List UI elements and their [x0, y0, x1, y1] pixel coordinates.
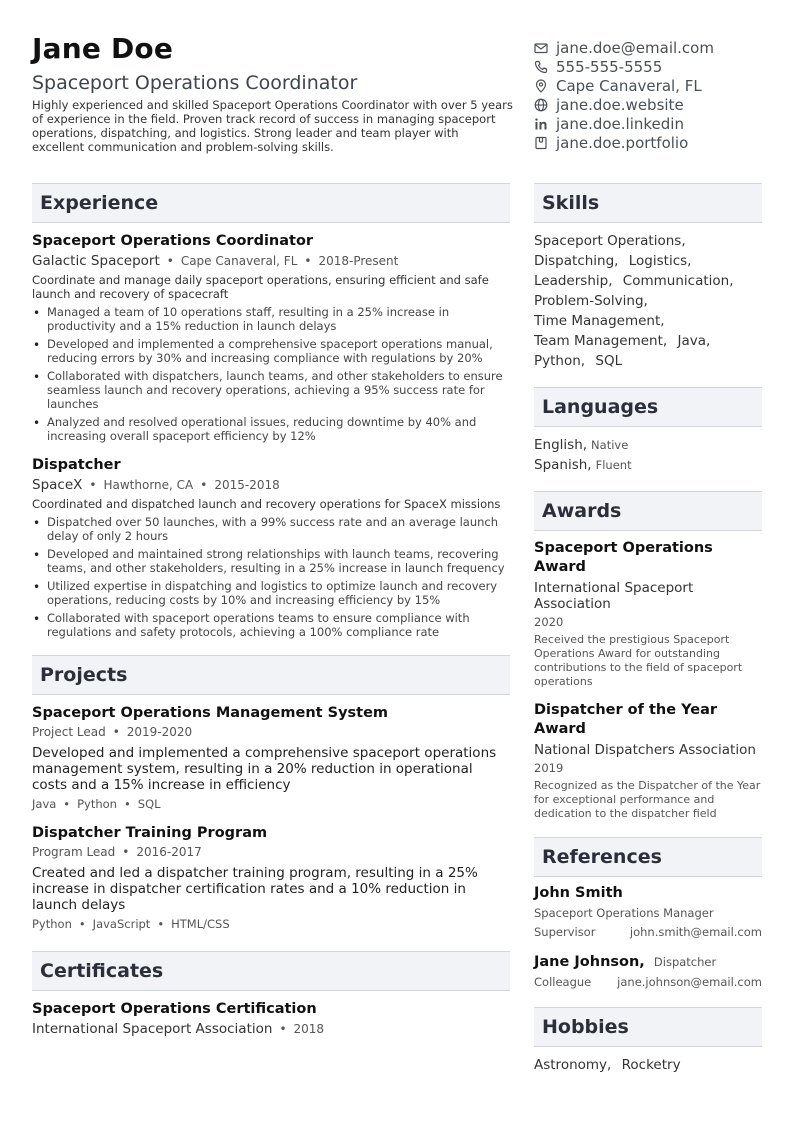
language-item: [534, 435, 762, 455]
project-entry: [32, 705, 510, 811]
job-title: Dispatcher: [32, 457, 121, 473]
job-bullet: • Dispatched over 50 launches, with a 99% success rate and an average launch delay of only 2 hours: [32, 515, 510, 543]
project-description: Created and led a dispatcher training program, resulting in a 25% increase in dispatcher certification rates and a 10% reduction in launch delays: [32, 865, 478, 913]
award-description: Received the prestigious Spaceport Operations Award for outstanding contributions to the field of spaceport operations: [534, 633, 743, 688]
project-meta: Project Lead • 2019-2020: [32, 725, 193, 739]
skill-item: Team Management,: [534, 333, 668, 349]
job-location: Hawthorne, CA: [103, 478, 194, 492]
job-dates: 2018-Present: [318, 254, 399, 268]
contact-portfolio-text[interactable]: jane.doe.portfolio: [556, 133, 689, 152]
project-title: Spaceport Operations Management System: [32, 705, 389, 721]
project-title: Dispatcher Training Program: [32, 825, 268, 841]
skill-item: Communication,: [622, 273, 734, 289]
award-year: 2020: [534, 615, 564, 629]
reference-position: Dispatcher: [653, 955, 717, 969]
project-role: Project Lead: [32, 725, 106, 739]
contact-location: [534, 76, 784, 95]
contact-location-text: Cape Canaveral, FL: [556, 76, 702, 95]
contact-linkedin-text[interactable]: jane.doe.linkedin: [556, 114, 684, 133]
award-year: 2019: [534, 761, 564, 775]
awards-heading: Awards: [534, 491, 762, 531]
project-description: Developed and implemented a comprehensive spaceport operations management system, resulting in a 20% reduction in operational costs and a 15% increase in efficiency: [32, 745, 497, 793]
skill-item: Time Management,: [534, 313, 665, 329]
languages-heading: Languages: [534, 387, 762, 427]
languages-list: [534, 435, 762, 475]
experience-entry: [32, 457, 510, 639]
job-bullets: [32, 515, 510, 639]
hobbies-list: [534, 1055, 762, 1075]
left-column: [32, 183, 510, 1037]
contact-email-text[interactable]: jane.doe@email.com: [556, 38, 714, 57]
right-column: [534, 183, 762, 1075]
job-company: Galactic Spaceport: [32, 253, 160, 269]
project-tag: JavaScript: [92, 917, 151, 931]
reference-name: Jane Johnson,: [534, 954, 645, 970]
contact-portfolio[interactable]: [534, 133, 784, 152]
project-tags: Java • Python • SQL: [32, 797, 161, 811]
job-description: Coordinate and manage daily spaceport operations, ensuring efficient and safe launch and recovery of spacecraft: [32, 273, 489, 301]
job-location: Cape Canaveral, FL: [180, 254, 298, 268]
project-tag: Java: [32, 797, 57, 811]
hobbies-heading: Hobbies: [534, 1007, 762, 1047]
language-level: Fluent: [595, 458, 632, 472]
reference-name: John Smith: [534, 885, 623, 901]
candidate-name: Jane Doe: [32, 32, 174, 65]
hobby-item: Rocketry: [621, 1057, 681, 1073]
skill-item: Dispatching,: [534, 253, 619, 269]
award-title: Spaceport Operations Award: [534, 540, 713, 575]
project-tag: HTML/CSS: [171, 917, 230, 931]
phone-icon: [534, 60, 548, 74]
project-tag: SQL: [137, 797, 161, 811]
certificate-title: Spaceport Operations Certification: [32, 1001, 317, 1017]
skill-item: Leadership,: [534, 273, 613, 289]
language-item: [534, 455, 762, 475]
contact-website-text[interactable]: jane.doe.website: [556, 95, 684, 114]
award-description: Recognized as the Dispatcher of the Year for exceptional performance and dedication to the dispatcher field: [534, 779, 761, 820]
contact-email[interactable]: [534, 38, 784, 57]
summary: Highly experienced and skilled Spaceport Operations Coordinator with over 5 years of experience in the field. Proven track record of success in managing spaceport operations, dispatching, and logistics. Strong leader and team player with excellent communication and problem-solving skills.: [32, 98, 513, 154]
project-tag: Python: [77, 797, 117, 811]
reference-email[interactable]: jane.johnson@email.com: [617, 975, 762, 989]
project-tag: Python: [32, 917, 72, 931]
award-title: Dispatcher of the Year Award: [534, 702, 718, 737]
job-bullet: • Managed a team of 10 operations staff, resulting in a 25% increase in productivity and a 15% reduction in launch delays: [32, 305, 510, 333]
email-icon: [534, 41, 548, 55]
job-bullets: [32, 305, 510, 443]
job-bullet: • Developed and implemented a comprehensive spaceport operations manual, reducing errors by 30% and increasing compliance with regulations by 20%: [32, 337, 510, 365]
certificate-issuer: International Spaceport Association: [32, 1021, 273, 1037]
reference-entry: [534, 885, 762, 939]
job-dates: 2015-2018: [214, 478, 280, 492]
linkedin-icon: [534, 117, 548, 131]
reference-position: Spaceport Operations Manager: [534, 906, 714, 920]
contact-website[interactable]: [534, 95, 784, 114]
job-meta: SpaceX • Hawthorne, CA • 2015-2018: [32, 477, 280, 493]
projects-heading: Projects: [32, 655, 510, 695]
job-bullet: • Collaborated with dispatchers, launch teams, and other stakeholders to ensure seamless launch and recovery operations, achieving a 95% success rate for launches: [32, 369, 510, 411]
skill-item: Python,: [534, 353, 586, 369]
project-meta: Program Lead • 2016-2017: [32, 845, 202, 859]
contact-phone[interactable]: [534, 57, 784, 76]
reference-details: [534, 925, 762, 939]
language-level: Native: [591, 438, 629, 452]
skill-item: Spaceport Operations,: [534, 233, 686, 249]
certificate-meta: International Spaceport Association • 2018: [32, 1021, 325, 1037]
contact-list: [534, 38, 784, 152]
contact-linkedin[interactable]: [534, 114, 784, 133]
reference-relation: Colleague: [534, 975, 592, 989]
job-title: Spaceport Operations Coordinator: [32, 233, 314, 249]
certificate-year: 2018: [293, 1022, 325, 1036]
hobby-item: Astronomy,: [534, 1057, 612, 1073]
certificate-entry: [32, 1001, 510, 1037]
certificates-heading: Certificates: [32, 951, 510, 991]
reference-entry: [534, 951, 762, 989]
job-bullet: • Utilized expertise in dispatching and logistics to optimize launch and recovery operations, reducing costs by 10% and increasing efficiency by 15%: [32, 579, 510, 607]
contact-phone-text[interactable]: 555-555-5555: [556, 57, 663, 76]
job-company: SpaceX: [32, 477, 83, 493]
award-entry: [534, 539, 762, 689]
portfolio-icon: [534, 136, 548, 150]
skill-item: SQL: [595, 353, 623, 369]
reference-relation: Supervisor: [534, 925, 596, 939]
experience-entry: [32, 233, 510, 443]
award-entry: [534, 701, 762, 821]
project-role: Program Lead: [32, 845, 116, 859]
language-name: English,: [534, 437, 588, 453]
language-name: Spanish,: [534, 457, 592, 473]
project-dates: 2016-2017: [136, 845, 202, 859]
reference-email[interactable]: john.smith@email.com: [629, 925, 762, 939]
candidate-title: Spaceport Operations Coordinator: [32, 72, 358, 94]
award-org: National Dispatchers Association: [534, 742, 756, 758]
job-bullet: • Developed and maintained strong relationships with launch teams, recovering teams, and other stakeholders, resulting in a 25% increase in launch frequency: [32, 547, 510, 575]
job-meta: Galactic Spaceport • Cape Canaveral, FL • 2018-Present: [32, 253, 399, 269]
project-tags: Python • JavaScript • HTML/CSS: [32, 917, 230, 931]
job-bullet: • Analyzed and resolved operational issues, reducing downtime by 40% and increasing overall spaceport efficiency by 12%: [32, 415, 510, 443]
project-dates: 2019-2020: [126, 725, 193, 739]
skill-item: Java,: [677, 333, 711, 349]
reference-header: [534, 951, 762, 970]
award-org: International Spaceport Association: [534, 580, 694, 612]
globe-icon: [534, 98, 548, 112]
location-icon: [534, 79, 548, 93]
experience-heading: Experience: [32, 183, 510, 223]
skill-item: Logistics,: [628, 253, 692, 269]
skill-item: Problem-Solving,: [534, 293, 648, 309]
references-heading: References: [534, 837, 762, 877]
job-description: Coordinated and dispatched launch and recovery operations for SpaceX missions: [32, 497, 501, 511]
skills-list: [534, 231, 762, 371]
job-bullet: • Collaborated with spaceport operations teams to ensure compliance with regulations and safety protocols, achieving a 100% compliance rate: [32, 611, 510, 639]
project-entry: [32, 825, 510, 931]
reference-details: [534, 975, 762, 989]
skills-heading: Skills: [534, 183, 762, 223]
